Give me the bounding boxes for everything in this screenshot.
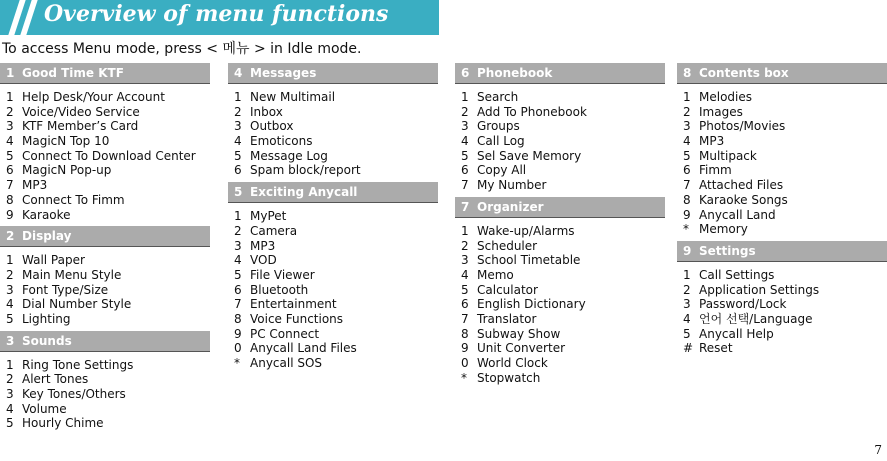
section-header xyxy=(455,197,665,218)
menu-item-label: Entertainment xyxy=(250,297,337,312)
menu-item xyxy=(0,119,210,134)
menu-item-label: Camera xyxy=(250,223,298,238)
menu-item-label: MyPet xyxy=(250,209,287,224)
menu-item xyxy=(455,371,665,386)
menu-item-label: Scheduler xyxy=(477,238,538,253)
menu-item-label: Photos/Movies xyxy=(699,119,786,134)
menu-item-number: 5 xyxy=(6,148,14,163)
menu-item xyxy=(0,163,210,178)
menu-item-label: Outbox xyxy=(250,119,294,134)
menu-item-number: 0 xyxy=(461,356,469,370)
menu-item xyxy=(677,268,887,283)
menu-item-label: Voice/Video Service xyxy=(22,104,140,119)
menu-item-label: 언어 선택/Language xyxy=(699,311,813,326)
menu-item-number: 6 xyxy=(234,163,242,178)
menu-item-label: Memo xyxy=(477,267,514,282)
menu-item-number: 2 xyxy=(461,104,469,119)
menu-item xyxy=(455,239,665,254)
menu-item xyxy=(0,208,210,223)
menu-item xyxy=(455,163,665,178)
menu-item-label: MagicN Pop-up xyxy=(22,163,112,178)
menu-item-number: 9 xyxy=(6,207,14,222)
menu-item-number: 3 xyxy=(461,253,469,268)
menu-item-number: 2 xyxy=(683,282,691,297)
menu-item-label: Message Log xyxy=(250,148,328,163)
menu-item-number: * xyxy=(234,356,240,370)
menu-item xyxy=(228,356,438,371)
menu-item-label: MagicN Top 10 xyxy=(22,134,110,149)
menu-item-label: Karaoke Songs xyxy=(699,192,788,207)
menu-item-label: Spam block/report xyxy=(250,163,361,178)
menu-column-3 xyxy=(455,63,665,389)
section-title: Settings xyxy=(699,243,756,258)
menu-item xyxy=(0,268,210,283)
menu-item xyxy=(228,297,438,312)
section-header xyxy=(228,63,438,84)
menu-item-number: 4 xyxy=(461,267,469,282)
menu-item xyxy=(455,224,665,239)
menu-item-list xyxy=(0,352,210,435)
menu-item-label: PC Connect xyxy=(250,326,320,341)
menu-item-number: 4 xyxy=(6,134,14,149)
menu-item-number: 5 xyxy=(461,282,469,297)
menu-item xyxy=(455,297,665,312)
section-number: 7 xyxy=(461,199,470,214)
menu-item-label: Hourly Chime xyxy=(22,416,104,431)
section-number: 9 xyxy=(683,243,692,258)
menu-item xyxy=(455,149,665,164)
menu-item-number: 2 xyxy=(234,104,242,119)
menu-item-number: 8 xyxy=(234,311,242,326)
menu-item-list xyxy=(0,247,210,330)
menu-item-list xyxy=(455,218,665,390)
menu-item-list xyxy=(0,84,210,226)
menu-item-number: 8 xyxy=(6,192,14,207)
menu-item xyxy=(228,341,438,356)
menu-item-number: 5 xyxy=(6,311,14,326)
menu-item xyxy=(0,372,210,387)
menu-item-number: 7 xyxy=(461,178,469,193)
menu-item-number: 2 xyxy=(461,238,469,253)
menu-item-label: My Number xyxy=(477,178,547,193)
section-number: 6 xyxy=(461,66,470,80)
menu-item-label: MP3 xyxy=(699,134,725,149)
menu-item-number: 6 xyxy=(683,163,691,178)
menu-item-label: Connect To Fimm xyxy=(22,192,125,207)
menu-item-number: 1 xyxy=(683,267,691,282)
menu-item xyxy=(455,178,665,193)
menu-item-label: MP3 xyxy=(22,178,48,193)
menu-item-label: Images xyxy=(699,104,743,119)
menu-item-label: File Viewer xyxy=(250,267,315,282)
section-header xyxy=(0,63,210,84)
menu-item-label: Dial Number Style xyxy=(22,297,132,312)
menu-item-label: Anycall Land Files xyxy=(250,341,357,356)
menu-item-label: English Dictionary xyxy=(477,297,586,312)
section-title: Phonebook xyxy=(477,66,553,80)
menu-item-number: 7 xyxy=(234,297,242,312)
section-title: Sounds xyxy=(22,333,72,348)
menu-item xyxy=(0,90,210,105)
menu-item-number: 1 xyxy=(6,90,14,104)
menu-item xyxy=(455,105,665,120)
menu-item xyxy=(677,208,887,223)
menu-item-number: 5 xyxy=(683,148,691,163)
menu-item-number: 3 xyxy=(461,119,469,134)
menu-item-label: Attached Files xyxy=(699,178,784,193)
menu-item xyxy=(677,105,887,120)
section-header xyxy=(228,182,438,203)
menu-item-label: Help Desk/Your Account xyxy=(22,90,165,104)
title-banner xyxy=(0,0,439,35)
menu-item-number: 3 xyxy=(683,119,691,134)
menu-item-number: 5 xyxy=(461,148,469,163)
menu-item-number: 3 xyxy=(6,387,14,401)
menu-item xyxy=(228,312,438,327)
menu-item-label: Anycall SOS xyxy=(250,356,323,370)
menu-item-label: Wall Paper xyxy=(22,253,85,268)
menu-item-number: 4 xyxy=(461,134,469,149)
menu-item xyxy=(228,209,438,224)
page-number: 7 xyxy=(874,443,882,457)
menu-item-number: 4 xyxy=(6,401,14,416)
menu-item xyxy=(677,341,887,356)
menu-item-label: Anycall Help xyxy=(699,326,774,341)
menu-item xyxy=(0,416,210,431)
menu-item-list xyxy=(677,262,887,360)
section-title: Good Time KTF xyxy=(22,66,124,80)
menu-item xyxy=(0,358,210,373)
menu-item xyxy=(455,356,665,371)
menu-item-label: Connect To Download Center xyxy=(22,148,196,163)
menu-item xyxy=(0,193,210,208)
menu-item-list xyxy=(677,84,887,241)
menu-item xyxy=(677,178,887,193)
menu-item xyxy=(677,163,887,178)
menu-item-number: 1 xyxy=(6,357,14,372)
menu-item xyxy=(0,253,210,268)
menu-item xyxy=(0,149,210,164)
menu-item-number: 5 xyxy=(683,326,691,341)
menu-item-number: 8 xyxy=(461,326,469,341)
menu-item-number: 2 xyxy=(683,104,691,119)
menu-item-label: VOD xyxy=(250,253,277,268)
menu-item-number: 1 xyxy=(461,90,469,104)
section-title: Exciting Anycall xyxy=(250,185,358,200)
section-number: 1 xyxy=(6,66,15,80)
menu-item-number: # xyxy=(683,341,694,356)
menu-item xyxy=(0,312,210,327)
menu-item xyxy=(228,149,438,164)
menu-item xyxy=(677,312,887,327)
menu-item xyxy=(455,134,665,149)
menu-item-number: 4 xyxy=(683,134,691,149)
menu-item-label: Melodies xyxy=(699,90,752,104)
section-number: 8 xyxy=(683,66,692,80)
menu-item xyxy=(228,283,438,298)
menu-item-label: KTF Member’s Card xyxy=(22,119,139,134)
menu-item-label: Inbox xyxy=(250,104,283,119)
menu-item-number: 9 xyxy=(234,326,242,341)
menu-item-label: School Timetable xyxy=(477,253,581,268)
menu-column-2 xyxy=(228,63,438,375)
menu-item-label: Groups xyxy=(477,119,520,134)
menu-item-number: 2 xyxy=(6,104,14,119)
menu-item-number: 3 xyxy=(234,238,242,253)
menu-item-label: Key Tones/Others xyxy=(22,387,126,401)
menu-item xyxy=(0,297,210,312)
menu-item-number: 4 xyxy=(683,311,691,326)
menu-item-label: Main Menu Style xyxy=(22,267,122,282)
menu-item-label: Volume xyxy=(22,401,67,416)
menu-column-4 xyxy=(677,63,887,360)
section-header xyxy=(677,241,887,262)
menu-item-label: Fimm xyxy=(699,163,732,178)
menu-item-number: 4 xyxy=(234,134,242,149)
menu-item-label: Copy All xyxy=(477,163,527,178)
menu-item xyxy=(455,268,665,283)
menu-item-label: Alert Tones xyxy=(22,372,89,387)
menu-item-number: 6 xyxy=(6,163,14,178)
menu-item-number: 7 xyxy=(461,311,469,326)
menu-item-number: 0 xyxy=(234,341,242,356)
menu-item xyxy=(677,327,887,342)
menu-item-number: * xyxy=(461,370,467,385)
menu-item xyxy=(455,312,665,327)
menu-item-label: Calculator xyxy=(477,282,538,297)
menu-item xyxy=(0,178,210,193)
menu-item-number: 5 xyxy=(234,267,242,282)
menu-item xyxy=(0,283,210,298)
menu-item xyxy=(455,341,665,356)
menu-item xyxy=(677,134,887,149)
menu-item-label: Stopwatch xyxy=(477,370,541,385)
menu-item-label: Search xyxy=(477,90,519,104)
section-number: 4 xyxy=(234,66,243,80)
menu-item xyxy=(228,239,438,254)
menu-item-number: 7 xyxy=(6,178,14,193)
menu-item xyxy=(228,90,438,105)
menu-item-number: 2 xyxy=(234,223,242,238)
menu-item xyxy=(228,105,438,120)
section-title: Display xyxy=(22,229,72,244)
section-header xyxy=(677,63,887,84)
menu-item xyxy=(455,90,665,105)
menu-item xyxy=(0,105,210,120)
menu-item-number: 1 xyxy=(683,90,691,104)
menu-item-label: Call Log xyxy=(477,134,525,149)
menu-item-number: 7 xyxy=(683,178,691,193)
menu-item xyxy=(677,149,887,164)
menu-item-label: Translator xyxy=(477,311,537,326)
menu-item-number: 4 xyxy=(234,253,242,268)
section-number: 5 xyxy=(234,185,243,200)
menu-item xyxy=(228,327,438,342)
menu-item-label: Ring Tone Settings xyxy=(22,357,134,372)
menu-item-number: 5 xyxy=(234,148,242,163)
menu-item-label: Call Settings xyxy=(699,267,775,282)
menu-item-number: 6 xyxy=(461,163,469,178)
menu-item-number: 5 xyxy=(6,416,14,431)
menu-item-label: Bluetooth xyxy=(250,282,309,297)
menu-item xyxy=(455,283,665,298)
menu-item-list xyxy=(228,203,438,375)
menu-item-label: Password/Lock xyxy=(699,297,787,312)
menu-item-number: 1 xyxy=(234,209,242,224)
page-title: Overview of menu functions xyxy=(44,1,389,27)
menu-item-number: * xyxy=(683,222,689,237)
menu-item-number: 2 xyxy=(6,372,14,387)
menu-item xyxy=(0,134,210,149)
menu-item-number: 1 xyxy=(234,90,242,104)
menu-item-label: Multipack xyxy=(699,148,757,163)
section-header xyxy=(0,331,210,352)
menu-item xyxy=(677,283,887,298)
menu-item-list xyxy=(228,84,438,182)
menu-item-number: 4 xyxy=(6,297,14,312)
menu-item-list xyxy=(455,84,665,197)
menu-item-label: Emoticons xyxy=(250,134,313,149)
section-number: 3 xyxy=(6,333,15,348)
menu-item xyxy=(677,193,887,208)
menu-item-label: Sel Save Memory xyxy=(477,148,582,163)
menu-item-label: Add To Phonebook xyxy=(477,104,587,119)
menu-item xyxy=(228,163,438,178)
menu-item-number: 6 xyxy=(234,282,242,297)
menu-item xyxy=(228,134,438,149)
menu-item xyxy=(455,253,665,268)
menu-item-number: 3 xyxy=(234,119,242,134)
menu-item xyxy=(677,222,887,237)
menu-item-label: Wake-up/Alarms xyxy=(477,223,575,238)
menu-item xyxy=(228,268,438,283)
menu-item-label: Karaoke xyxy=(22,207,71,222)
menu-item-label: Lighting xyxy=(22,311,71,326)
section-title: Organizer xyxy=(477,199,544,214)
section-title: Messages xyxy=(250,66,317,80)
menu-item xyxy=(0,387,210,402)
section-title: Contents box xyxy=(699,66,789,80)
section-header xyxy=(455,63,665,84)
menu-item-number: 1 xyxy=(6,253,14,268)
intro-text: To access Menu mode, press < 메뉴 > in Idle mode. xyxy=(2,41,362,57)
menu-item xyxy=(677,119,887,134)
menu-item-label: New Multimail xyxy=(250,90,336,104)
menu-column-1 xyxy=(0,63,210,435)
menu-item xyxy=(0,402,210,417)
section-header xyxy=(0,226,210,247)
menu-item-label: Font Type/Size xyxy=(22,282,109,297)
menu-item xyxy=(677,90,887,105)
menu-item xyxy=(455,327,665,342)
menu-item-label: Voice Functions xyxy=(250,311,344,326)
menu-item-label: Unit Converter xyxy=(477,341,566,356)
menu-item-label: Memory xyxy=(699,222,748,237)
menu-item xyxy=(677,297,887,312)
menu-item-number: 3 xyxy=(683,297,691,312)
menu-item-number: 1 xyxy=(461,223,469,238)
menu-item-number: 9 xyxy=(461,341,469,356)
menu-item-number: 9 xyxy=(683,207,691,222)
menu-item-label: MP3 xyxy=(250,238,276,253)
menu-item-number: 8 xyxy=(683,192,691,207)
menu-item-label: Reset xyxy=(699,341,733,356)
menu-item-number: 6 xyxy=(461,297,469,312)
menu-item-label: World Clock xyxy=(477,356,548,370)
menu-item-number: 3 xyxy=(6,282,14,297)
menu-item xyxy=(228,224,438,239)
menu-item-label: Anycall Land xyxy=(699,207,776,222)
menu-item-number: 2 xyxy=(6,267,14,282)
section-number: 2 xyxy=(6,229,15,244)
menu-item xyxy=(455,119,665,134)
menu-item-label: Subway Show xyxy=(477,326,561,341)
menu-item-number: 3 xyxy=(6,119,14,134)
menu-item xyxy=(228,119,438,134)
menu-item-label: Application Settings xyxy=(699,282,820,297)
menu-item xyxy=(228,253,438,268)
